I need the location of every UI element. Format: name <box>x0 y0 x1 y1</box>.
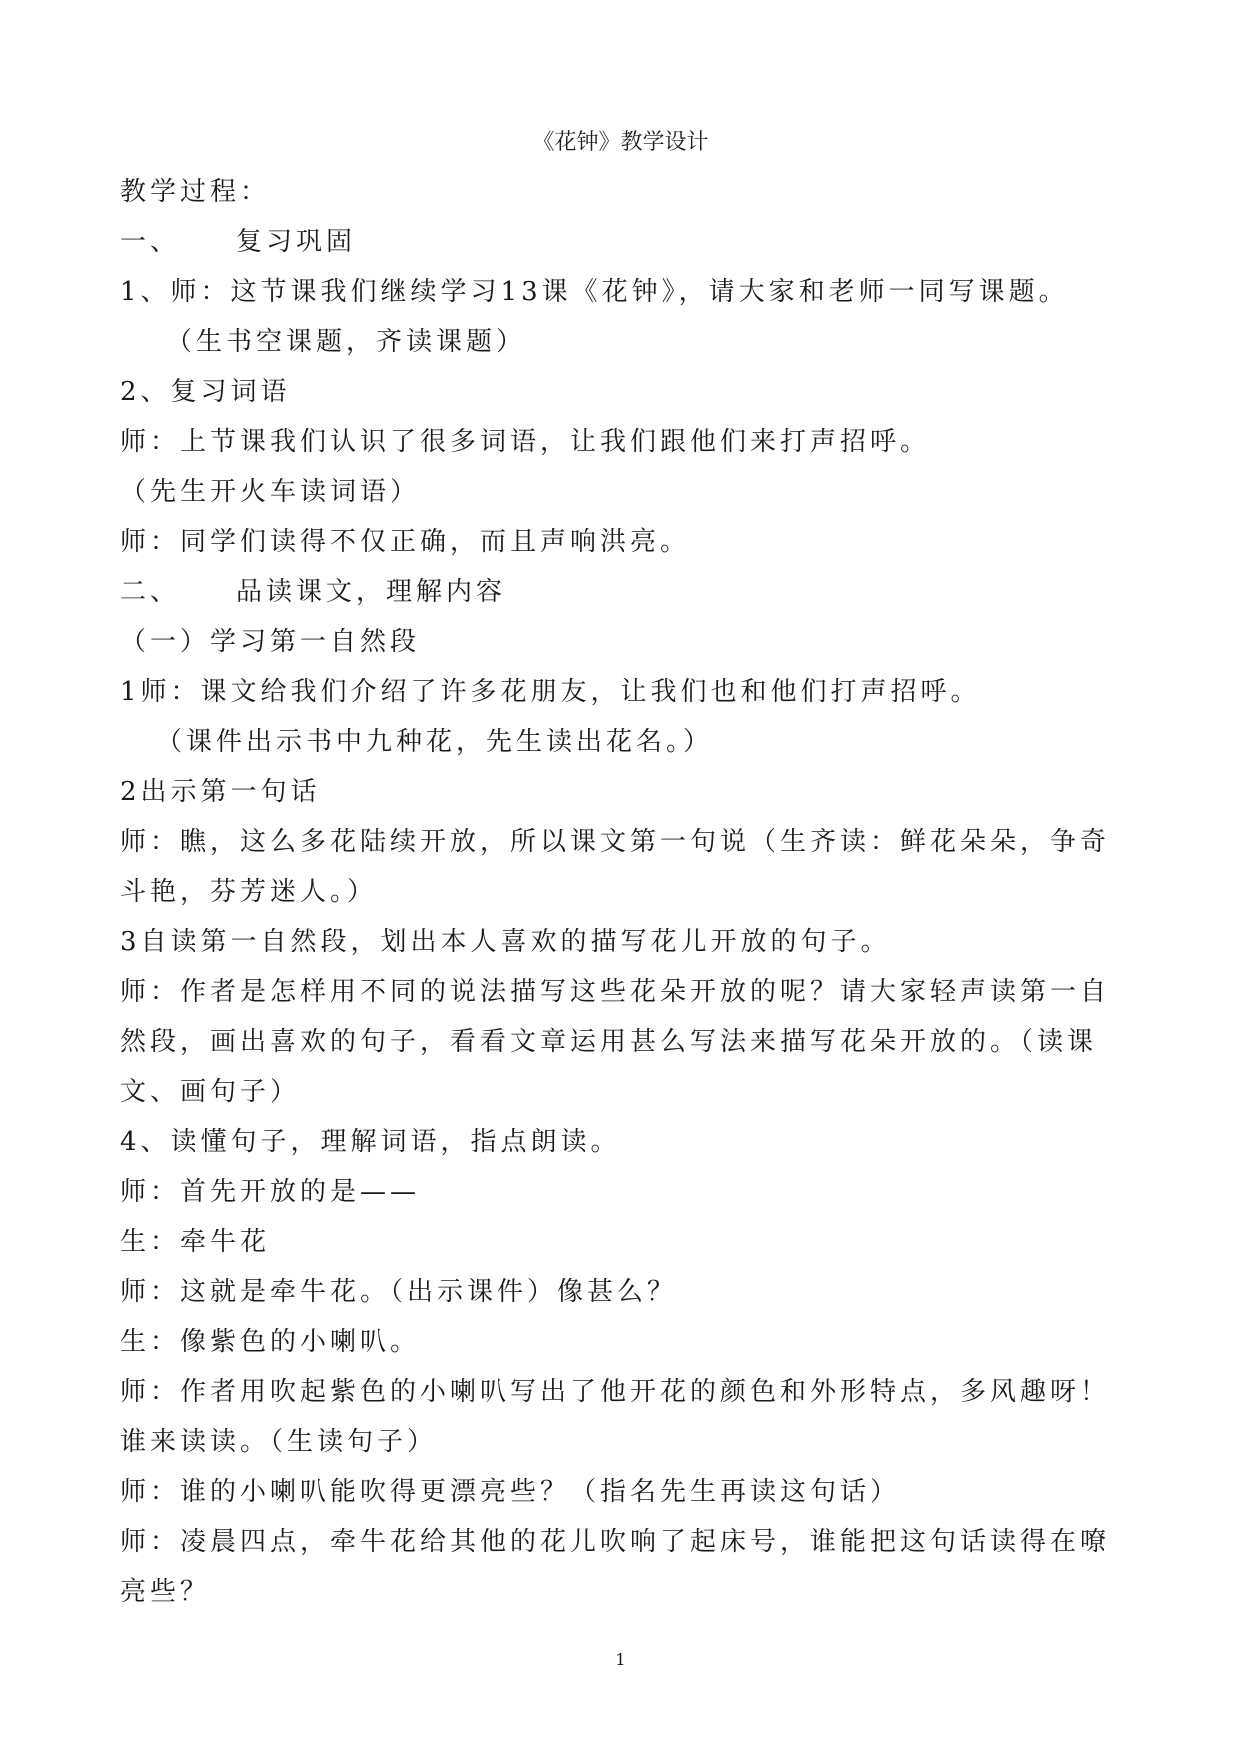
paragraph: 师：作者用吹起紫色的小喇叭写出了他开花的颜色和外形特点，多风趣呀！谁来读读。（生读句子） <box>120 1377 1111 1457</box>
paragraph: 生：牵牛花 <box>120 1227 271 1257</box>
section-number: 一、 <box>120 227 181 257</box>
paragraph: （课件出示书中九种花，先生读出花名。） <box>156 727 714 757</box>
paragraph: （生书空课题，齐读课题） <box>166 327 527 357</box>
paragraph: 生：像紫色的小喇叭。 <box>120 1327 421 1357</box>
page-number: 1 <box>615 1650 626 1669</box>
paragraph: 3自读第一自然段，划出本人喜欢的描写花儿开放的句子。 <box>120 927 891 957</box>
document-body <box>120 167 1130 1617</box>
section-heading-2 <box>120 567 1130 617</box>
section-title: 品读课文，理解内容 <box>236 577 507 607</box>
paragraph: 2、复习词语 <box>120 377 291 407</box>
paragraph: 师：谁的小喇叭能吹得更漂亮些？（指名先生再读这句话） <box>120 1477 901 1507</box>
paragraph: 师：凌晨四点，牵牛花给其他的花儿吹响了起床号，谁能把这句话读得在嘹亮些？ <box>120 1527 1111 1607</box>
paragraph: 师：这就是牵牛花。（出示课件）像甚么？ <box>120 1277 678 1307</box>
paragraph: 4、读懂句子，理解词语，指点朗读。 <box>120 1127 621 1157</box>
paragraph: 师：同学们读得不仅正确，而且声响洪亮。 <box>120 527 691 557</box>
section-title: 复习巩固 <box>236 227 357 257</box>
section-heading-1 <box>120 217 1130 267</box>
paragraph: 2出示第一句话 <box>120 777 321 807</box>
paragraph: 师：瞧，这么多花陆续开放，所以课文第一句说（生齐读：鲜花朵朵，争奇斗艳，芬芳迷人。） <box>120 827 1111 907</box>
paragraph: 师：首先开放的是—— <box>120 1177 421 1207</box>
section-number: 二、 <box>120 577 181 607</box>
paragraph: 教学过程： <box>120 177 271 207</box>
paragraph: （先生开火车读词语） <box>120 477 421 507</box>
paragraph: 1、师：这节课我们继续学习13课《花钟》，请大家和老师一同写课题。 <box>120 277 1069 307</box>
paragraph: 1师：课文给我们介绍了许多花朋友，让我们也和他们打声招呼。 <box>120 677 981 707</box>
subsection-heading: （一）学习第一自然段 <box>120 627 421 657</box>
document-title: 《花钟》教学设计 <box>532 130 709 155</box>
paragraph: 师：上节课我们认识了很多词语，让我们跟他们来打声招呼。 <box>120 427 931 457</box>
paragraph: 师：作者是怎样用不同的说法描写这些花朵开放的呢？请大家轻声读第一自然段，画出喜欢的句子，看看文章运用甚么写法来描写花朵开放的。（读课文、画句子） <box>120 977 1111 1107</box>
